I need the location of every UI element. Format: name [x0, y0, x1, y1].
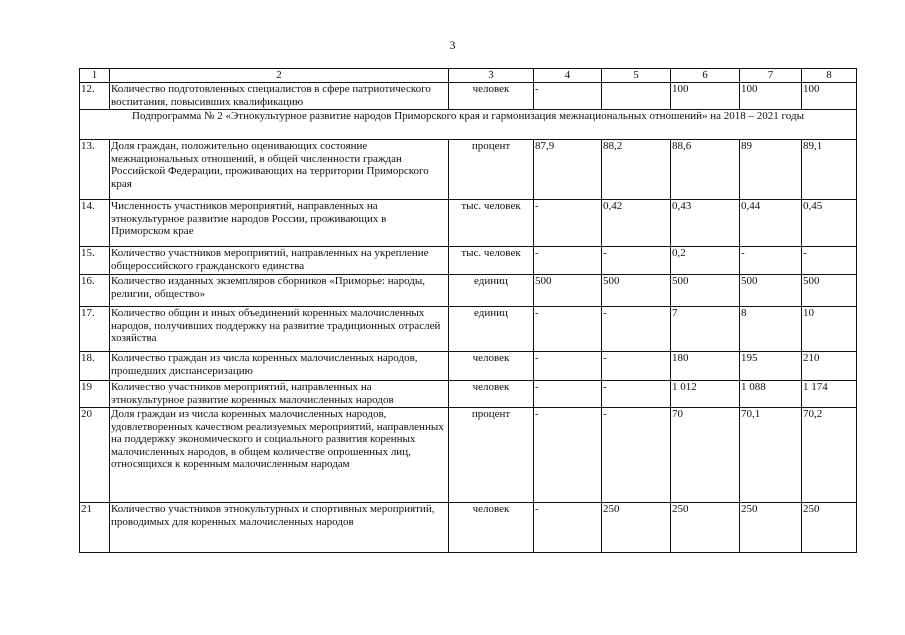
table-row [80, 408, 857, 503]
value-col-5: 250 [602, 503, 671, 553]
value-col-8: - [802, 247, 857, 275]
table-row [80, 140, 857, 200]
table-row [80, 275, 857, 307]
table-body [80, 69, 857, 553]
subprogram-row [80, 110, 857, 140]
unit-of-measure: человек [449, 381, 534, 408]
row-number: 15. [80, 247, 110, 275]
value-col-8: 500 [802, 275, 857, 307]
value-col-8: 100 [802, 83, 857, 110]
page-number: 3 [449, 38, 456, 52]
row-number: 14. [80, 200, 110, 247]
value-col-4: 500 [534, 275, 602, 307]
value-col-7: 195 [740, 352, 802, 381]
unit-of-measure: человек [449, 503, 534, 553]
unit-of-measure: тыс. человек [449, 200, 534, 247]
column-header: 3 [449, 69, 534, 83]
value-col-4: - [534, 200, 602, 247]
row-number: 17. [80, 307, 110, 352]
unit-of-measure: человек [449, 83, 534, 110]
value-col-4: - [534, 408, 602, 503]
value-col-7: 1 088 [740, 381, 802, 408]
value-col-8: 70,2 [802, 408, 857, 503]
value-col-5 [602, 83, 671, 110]
unit-of-measure: процент [449, 140, 534, 200]
value-col-7: - [740, 247, 802, 275]
table-row [80, 83, 857, 110]
indicator-name: Количество участников мероприятий, направленных на этнокультурное развитие коренных малочисленных народов [110, 381, 449, 408]
indicator-name: Количество участников этнокультурных и спортивных мероприятий, проводимых для коренных малочисленных народов [110, 503, 449, 553]
table-row [80, 307, 857, 352]
row-number: 19 [80, 381, 110, 408]
row-number: 18. [80, 352, 110, 381]
value-col-5: 500 [602, 275, 671, 307]
table-row [80, 200, 857, 247]
value-col-8: 0,45 [802, 200, 857, 247]
column-header: 8 [802, 69, 857, 83]
indicator-name: Количество граждан из числа коренных малочисленных народов, прошедших диспансеризацию [110, 352, 449, 381]
value-col-6: 250 [671, 503, 740, 553]
indicator-name: Количество изданных экземпляров сборников «Приморье: народы, религии, общество» [110, 275, 449, 307]
row-number: 16. [80, 275, 110, 307]
unit-of-measure: единиц [449, 307, 534, 352]
value-col-7: 100 [740, 83, 802, 110]
column-header: 2 [110, 69, 449, 83]
value-col-5: 88,2 [602, 140, 671, 200]
row-number: 12. [80, 83, 110, 110]
unit-of-measure: тыс. человек [449, 247, 534, 275]
column-number-row [80, 69, 857, 83]
value-col-4: - [534, 503, 602, 553]
value-col-8: 89,1 [802, 140, 857, 200]
indicators-table [79, 68, 857, 553]
table-row [80, 352, 857, 381]
value-col-5: - [602, 247, 671, 275]
unit-of-measure: человек [449, 352, 534, 381]
value-col-6: 88,6 [671, 140, 740, 200]
value-col-5: - [602, 408, 671, 503]
value-col-6: 0,2 [671, 247, 740, 275]
value-col-6: 100 [671, 83, 740, 110]
indicator-name: Количество общин и иных объединений коренных малочисленных народов, получивших поддержку на развитие традиционных отраслей хозяйства [110, 307, 449, 352]
column-header: 6 [671, 69, 740, 83]
value-col-7: 500 [740, 275, 802, 307]
value-col-6: 1 012 [671, 381, 740, 408]
value-col-4: - [534, 352, 602, 381]
table-row [80, 247, 857, 275]
value-col-5: - [602, 352, 671, 381]
indicator-name: Количество участников мероприятий, направленных на укрепление общероссийского гражданского единства [110, 247, 449, 275]
indicator-name: Доля граждан из числа коренных малочисленных народов, удовлетворенных качеством реализуемых мероприятий, направленных на поддержку экономического и социального развития коренных малочисленных народов, в общем количестве опрошенных лиц, относящихся к коренным малочисленным народам [110, 408, 449, 503]
column-header: 4 [534, 69, 602, 83]
value-col-7: 250 [740, 503, 802, 553]
value-col-6: 70 [671, 408, 740, 503]
value-col-6: 180 [671, 352, 740, 381]
value-col-7: 0,44 [740, 200, 802, 247]
row-number: 13. [80, 140, 110, 200]
value-col-6: 7 [671, 307, 740, 352]
unit-of-measure: процент [449, 408, 534, 503]
value-col-8: 250 [802, 503, 857, 553]
unit-of-measure: единиц [449, 275, 534, 307]
indicator-name: Доля граждан, положительно оценивающих состояние межнациональных отношений, в общей численности граждан Российской Федерации, проживающих на территории Приморского края [110, 140, 449, 200]
value-col-4: - [534, 381, 602, 408]
value-col-6: 0,43 [671, 200, 740, 247]
value-col-4: - [534, 83, 602, 110]
value-col-4: 87,9 [534, 140, 602, 200]
value-col-4: - [534, 307, 602, 352]
indicator-name: Численность участников мероприятий, направленных на этнокультурное развитие народов России, проживающих в Приморском крае [110, 200, 449, 247]
value-col-5: - [602, 307, 671, 352]
column-header: 7 [740, 69, 802, 83]
value-col-7: 70,1 [740, 408, 802, 503]
value-col-7: 8 [740, 307, 802, 352]
column-header: 1 [80, 69, 110, 83]
value-col-4: - [534, 247, 602, 275]
value-col-7: 89 [740, 140, 802, 200]
value-col-8: 10 [802, 307, 857, 352]
indicator-name: Количество подготовленных специалистов в сфере патриотического воспитания, повысивших квалификацию [110, 83, 449, 110]
value-col-5: 0,42 [602, 200, 671, 247]
value-col-8: 210 [802, 352, 857, 381]
value-col-8: 1 174 [802, 381, 857, 408]
row-number: 20 [80, 408, 110, 503]
value-col-5: - [602, 381, 671, 408]
table-row [80, 381, 857, 408]
row-number: 21 [80, 503, 110, 553]
value-col-6: 500 [671, 275, 740, 307]
table-row [80, 503, 857, 553]
subprogram-title: Подпрограмма № 2 «Этнокультурное развитие народов Приморского края и гармонизация межнациональных отношений» на 2018 – 2021 годы [80, 110, 857, 140]
column-header: 5 [602, 69, 671, 83]
